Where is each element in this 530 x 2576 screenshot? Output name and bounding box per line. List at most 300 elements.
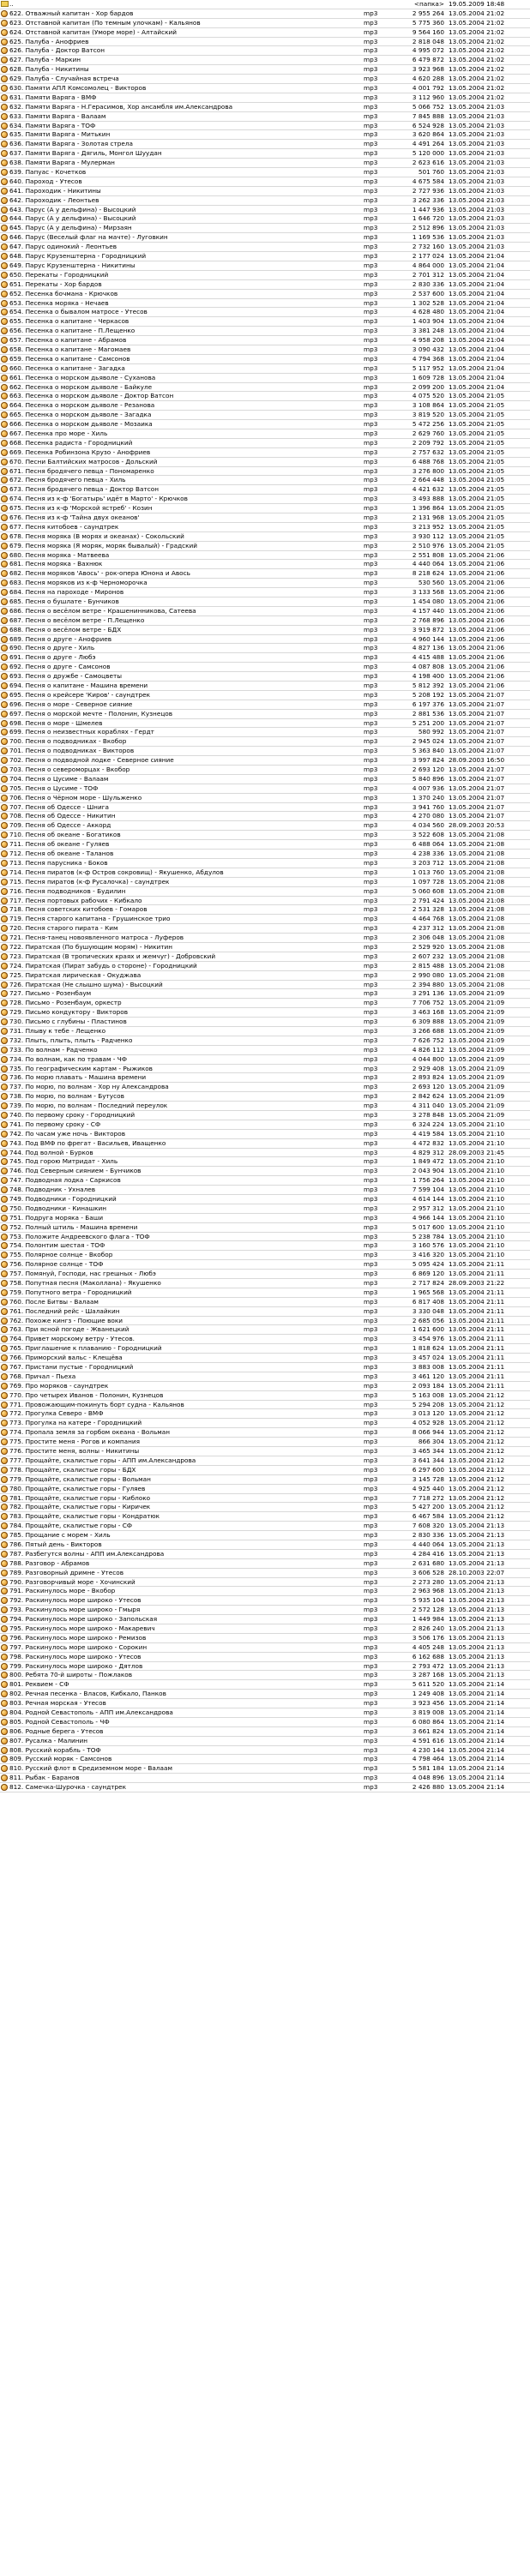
audio-file-icon: [1, 1551, 8, 1558]
file-row[interactable]: [0, 682, 530, 691]
file-row[interactable]: [0, 1270, 530, 1279]
file-row[interactable]: [0, 1699, 530, 1708]
file-name: 658. Песенка о капитане - Магомаев: [9, 345, 131, 353]
file-row[interactable]: [0, 401, 530, 411]
file-name: 779. Прощайте, скалистые горы - Вольман: [9, 1474, 151, 1483]
file-date: 13.05.2004 21:11: [449, 1354, 505, 1362]
file-name: 686. Песня о весёлом ветре - Крашенинникова, Сатеева: [9, 606, 196, 615]
file-name: 751. Подруга моряка - Баши: [9, 1213, 104, 1222]
file-row[interactable]: [0, 1335, 530, 1344]
file-row[interactable]: [0, 1241, 530, 1251]
file-row[interactable]: [0, 439, 530, 448]
file-row[interactable]: [0, 971, 530, 981]
file-size: 2 607 232: [412, 952, 444, 960]
file-row[interactable]: [0, 1718, 530, 1727]
file-name: 806. Родные берега - Утесов: [9, 1726, 104, 1735]
file-row[interactable]: [0, 280, 530, 290]
file-row[interactable]: [0, 626, 530, 635]
file-extension: mp3: [364, 1447, 378, 1456]
file-row[interactable]: [0, 943, 530, 952]
file-row[interactable]: [0, 728, 530, 737]
file-row[interactable]: [0, 1363, 530, 1372]
file-row[interactable]: [0, 1409, 530, 1419]
file-row[interactable]: [0, 700, 530, 710]
audio-file-icon: [1, 1774, 8, 1781]
file-row[interactable]: [0, 75, 530, 84]
file-row[interactable]: [0, 56, 530, 65]
file-size: 7 845 888: [412, 111, 444, 120]
file-row[interactable]: [0, 1288, 530, 1298]
file-extension: mp3: [364, 1363, 378, 1372]
file-row[interactable]: [0, 383, 530, 393]
file-row[interactable]: [0, 1401, 530, 1410]
file-name: 645. Парус (А у дельфина) - Мирзаян: [9, 224, 132, 232]
file-row[interactable]: [0, 897, 530, 906]
file-row[interactable]: [0, 299, 530, 309]
file-row[interactable]: [0, 1382, 530, 1391]
file-extension: mp3: [364, 550, 378, 559]
audio-file-icon: [1, 711, 8, 718]
file-row[interactable]: [0, 467, 530, 477]
file-row[interactable]: [0, 168, 530, 177]
file-row[interactable]: [0, 252, 530, 261]
file-row[interactable]: [0, 38, 530, 47]
file-row[interactable]: [0, 924, 530, 934]
file-date: 28.09.2003 20:53: [449, 821, 505, 830]
file-row[interactable]: [0, 812, 530, 821]
file-date: 13.05.2004 21:10: [449, 1195, 505, 1203]
file-row[interactable]: [0, 1130, 530, 1139]
file-row[interactable]: [0, 663, 530, 672]
file-row[interactable]: [0, 1344, 530, 1354]
file-date: 13.05.2004 21:04: [449, 363, 505, 372]
file-row[interactable]: [0, 747, 530, 756]
file-row[interactable]: [0, 261, 530, 271]
file-row[interactable]: [0, 1027, 530, 1036]
file-row[interactable]: [0, 1298, 530, 1307]
file-row[interactable]: [0, 1690, 530, 1699]
file-row[interactable]: [0, 495, 530, 504]
file-row[interactable]: [0, 981, 530, 990]
file-row[interactable]: [0, 1783, 530, 1792]
file-name: 631. Памяти Варяга - ВМФ: [9, 93, 97, 101]
parent-folder-row[interactable]: [0, 0, 530, 9]
audio-file-icon: [1, 123, 8, 129]
file-row[interactable]: [0, 1606, 530, 1615]
audio-file-icon: [1, 860, 8, 867]
file-row[interactable]: [0, 1559, 530, 1569]
file-row[interactable]: [0, 458, 530, 467]
file-row[interactable]: [0, 840, 530, 850]
file-date: 13.05.2004 21:13: [449, 1540, 505, 1548]
audio-file-icon: [1, 225, 8, 231]
file-size: 3 461 120: [412, 1372, 444, 1380]
file-row[interactable]: [0, 290, 530, 299]
file-size: 5 095 424: [412, 1260, 444, 1269]
file-row[interactable]: [0, 737, 530, 747]
file-date: 13.05.2004 21:14: [449, 1699, 505, 1708]
file-row[interactable]: [0, 597, 530, 607]
file-extension: mp3: [364, 1138, 378, 1147]
file-row[interactable]: [0, 1279, 530, 1288]
file-row[interactable]: [0, 149, 530, 159]
file-row[interactable]: [0, 1260, 530, 1270]
file-date: 13.05.2004 21:07: [449, 747, 505, 755]
file-row[interactable]: [0, 196, 530, 206]
file-row[interactable]: [0, 831, 530, 840]
file-row[interactable]: [0, 1018, 530, 1027]
file-size: 3 203 712: [412, 858, 444, 867]
file-row[interactable]: [0, 65, 530, 75]
file-row[interactable]: [0, 345, 530, 355]
file-row[interactable]: [0, 364, 530, 374]
file-row[interactable]: [0, 616, 530, 626]
file-row[interactable]: [0, 607, 530, 616]
file-extension: mp3: [364, 1633, 378, 1642]
file-size: 2 957 312: [412, 1204, 444, 1212]
file-row[interactable]: [0, 140, 530, 149]
file-extension: mp3: [364, 84, 378, 93]
file-row[interactable]: [0, 1055, 530, 1065]
file-row[interactable]: [0, 1065, 530, 1074]
file-row[interactable]: [0, 1149, 530, 1158]
file-row[interactable]: [0, 1522, 530, 1531]
file-row[interactable]: [0, 653, 530, 663]
file-row[interactable]: [0, 224, 530, 233]
file-name: 679. Песня моряка (Я моряк, моряк бывалый) - Градский: [9, 541, 198, 549]
file-row[interactable]: [0, 1485, 530, 1494]
file-row[interactable]: [0, 1073, 530, 1083]
file-row[interactable]: [0, 560, 530, 569]
file-size: 5 581 184: [412, 1764, 444, 1773]
file-row[interactable]: [0, 46, 530, 56]
file-row[interactable]: [0, 1456, 530, 1466]
file-name: 791. Раскинулось море - Вкобор: [9, 1587, 116, 1595]
file-size: 1 454 080: [412, 597, 444, 605]
file-row[interactable]: [0, 1447, 530, 1456]
file-row[interactable]: [0, 962, 530, 971]
file-row[interactable]: [0, 513, 530, 523]
file-name: 640. Пароход - Утесов: [9, 177, 82, 185]
file-name: 688. Песня о весёлом ветре - БДХ: [9, 625, 122, 633]
file-row[interactable]: [0, 1354, 530, 1363]
file-row[interactable]: [0, 756, 530, 766]
file-name: 675. Песня из к-ф 'Морской ястреб' - Козин: [9, 504, 153, 513]
file-row[interactable]: [0, 766, 530, 775]
file-row[interactable]: [0, 28, 530, 38]
file-row[interactable]: [0, 327, 530, 336]
file-date: 13.05.2004 21:04: [449, 308, 505, 316]
file-row[interactable]: [0, 1746, 530, 1756]
file-row[interactable]: [0, 1372, 530, 1382]
file-row[interactable]: [0, 84, 530, 93]
file-name: 642. Пароходик - Леонтьев: [9, 195, 99, 204]
file-size: 5 935 104: [412, 1596, 444, 1605]
file-extension: mp3: [364, 1400, 378, 1408]
file-row[interactable]: [0, 206, 530, 215]
file-row[interactable]: [0, 989, 530, 999]
file-size: 3 416 320: [412, 1251, 444, 1259]
audio-file-icon: [1, 701, 8, 708]
file-row[interactable]: [0, 999, 530, 1008]
file-name: 682. Песня моряков 'Авось' - рок-опера Юнона и Авось: [9, 569, 190, 578]
audio-file-icon: [1, 356, 8, 363]
audio-file-icon: [1, 990, 8, 997]
file-row[interactable]: [0, 1102, 530, 1111]
file-date: 13.05.2004 21:08: [449, 858, 505, 867]
file-row[interactable]: [0, 1643, 530, 1653]
file-row[interactable]: [0, 1186, 530, 1195]
audio-file-icon: [1, 1541, 8, 1548]
file-row[interactable]: [0, 214, 530, 224]
file-row[interactable]: [0, 803, 530, 813]
file-row[interactable]: [0, 1120, 530, 1130]
file-name: 744. Под волной - Бурков: [9, 1148, 93, 1156]
file-row[interactable]: [0, 588, 530, 597]
file-row[interactable]: [0, 1223, 530, 1233]
audio-file-icon: [1, 131, 8, 138]
file-date: 13.05.2004 21:03: [449, 186, 505, 195]
file-date: 13.05.2004 21:11: [449, 1363, 505, 1372]
file-date: 13.05.2004 21:05: [449, 401, 505, 410]
file-name: 805. Родной Севастополь - ЧФ: [9, 1717, 110, 1726]
file-name: 706. Песня о Чёрном море - Шульженко: [9, 793, 142, 802]
file-row[interactable]: [0, 1195, 530, 1204]
file-extension: mp3: [364, 1745, 378, 1754]
file-row[interactable]: [0, 1727, 530, 1737]
file-row[interactable]: [0, 1550, 530, 1559]
file-row[interactable]: [0, 1662, 530, 1672]
file-row[interactable]: [0, 1466, 530, 1475]
file-row[interactable]: [0, 448, 530, 458]
file-row[interactable]: [0, 504, 530, 513]
file-row[interactable]: [0, 794, 530, 803]
file-name: 756. Полярное солнце - ТОФ: [9, 1260, 104, 1269]
file-row[interactable]: [0, 187, 530, 196]
file-row[interactable]: [0, 271, 530, 280]
file-row[interactable]: [0, 1046, 530, 1055]
file-row[interactable]: [0, 19, 530, 28]
file-row[interactable]: [0, 420, 530, 429]
file-row[interactable]: [0, 710, 530, 719]
file-date: 13.05.2004 21:10: [449, 1129, 505, 1138]
file-row[interactable]: [0, 1233, 530, 1242]
file-extension: mp3: [364, 1549, 378, 1558]
file-row[interactable]: [0, 1083, 530, 1092]
file-row[interactable]: [0, 1325, 530, 1335]
file-extension: mp3: [364, 373, 378, 381]
file-row[interactable]: [0, 1764, 530, 1774]
file-row[interactable]: [0, 952, 530, 962]
file-row[interactable]: [0, 1708, 530, 1718]
file-row[interactable]: [0, 821, 530, 831]
file-row[interactable]: [0, 103, 530, 112]
file-row[interactable]: [0, 1634, 530, 1643]
file-row[interactable]: [0, 122, 530, 131]
file-row[interactable]: [0, 1475, 530, 1485]
file-row[interactable]: [0, 532, 530, 542]
file-row[interactable]: [0, 1204, 530, 1214]
file-row[interactable]: [0, 1587, 530, 1596]
file-extension: mp3: [364, 149, 378, 158]
file-size: 1 169 536: [412, 233, 444, 242]
file-row[interactable]: [0, 934, 530, 943]
file-extension: mp3: [364, 243, 378, 251]
file-row[interactable]: [0, 551, 530, 561]
file-row[interactable]: [0, 1671, 530, 1680]
file-row[interactable]: [0, 1428, 530, 1438]
file-row[interactable]: [0, 112, 530, 122]
file-date: 13.05.2004 21:12: [449, 1493, 505, 1502]
file-row[interactable]: [0, 542, 530, 551]
file-row[interactable]: [0, 1578, 530, 1588]
file-row[interactable]: [0, 579, 530, 588]
file-row[interactable]: [0, 1596, 530, 1606]
file-size: 2 701 312: [412, 270, 444, 279]
file-date: 13.05.2004 21:08: [449, 942, 505, 951]
audio-file-icon: [1, 738, 8, 745]
file-row[interactable]: [0, 1111, 530, 1120]
file-size: 3 919 872: [412, 625, 444, 633]
file-row[interactable]: [0, 1512, 530, 1522]
file-row[interactable]: [0, 523, 530, 532]
file-row[interactable]: [0, 1317, 530, 1326]
file-name: 635. Памяти Варяга - Митькин: [9, 130, 111, 139]
file-date: 13.05.2004 21:11: [449, 1372, 505, 1380]
file-row[interactable]: [0, 859, 530, 868]
file-row[interactable]: [0, 1680, 530, 1690]
file-row[interactable]: [0, 775, 530, 784]
file-row[interactable]: [0, 850, 530, 859]
file-name: 741. По первому сроку - СФ: [9, 1120, 101, 1128]
file-row[interactable]: [0, 159, 530, 168]
file-row[interactable]: [0, 308, 530, 317]
file-row[interactable]: [0, 336, 530, 345]
file-row[interactable]: [0, 1615, 530, 1624]
file-row[interactable]: [0, 130, 530, 140]
file-row[interactable]: [0, 1438, 530, 1447]
file-row[interactable]: [0, 233, 530, 243]
file-extension: mp3: [364, 821, 378, 830]
file-extension: mp3: [364, 1167, 378, 1175]
file-row[interactable]: [0, 644, 530, 653]
file-row[interactable]: [0, 1008, 530, 1018]
file-row[interactable]: [0, 1494, 530, 1504]
file-row[interactable]: [0, 1531, 530, 1540]
file-row[interactable]: [0, 1092, 530, 1102]
file-row[interactable]: [0, 691, 530, 700]
file-size: 2 629 760: [412, 429, 444, 437]
file-row[interactable]: [0, 374, 530, 383]
file-row[interactable]: [0, 1419, 530, 1428]
file-date: 13.05.2004 21:04: [449, 336, 505, 345]
audio-file-icon: [1, 1140, 8, 1147]
file-row[interactable]: [0, 476, 530, 485]
file-extension: mp3: [364, 1390, 378, 1399]
file-extension: mp3: [364, 513, 378, 521]
file-row[interactable]: [0, 317, 530, 327]
file-row[interactable]: [0, 1653, 530, 1662]
file-row[interactable]: [0, 1157, 530, 1167]
file-extension: mp3: [364, 1484, 378, 1492]
file-row[interactable]: [0, 1307, 530, 1317]
file-name: 641. Пароходик - Никитины: [9, 186, 101, 195]
file-row[interactable]: [0, 569, 530, 579]
file-extension: mp3: [364, 317, 378, 326]
file-size: 1 849 472: [412, 1157, 444, 1166]
file-row[interactable]: [0, 1503, 530, 1512]
file-row[interactable]: [0, 635, 530, 645]
file-row[interactable]: [0, 672, 530, 682]
file-row[interactable]: [0, 355, 530, 364]
file-size: 6 080 864: [412, 1717, 444, 1726]
file-extension: mp3: [364, 1652, 378, 1660]
file-extension: mp3: [364, 942, 378, 951]
file-extension: mp3: [364, 1251, 378, 1259]
audio-file-icon: [1, 944, 8, 951]
file-row[interactable]: [0, 887, 530, 897]
file-size: 2 727 936: [412, 186, 444, 195]
file-row[interactable]: [0, 9, 530, 19]
file-extension: mp3: [364, 653, 378, 662]
file-row[interactable]: [0, 1176, 530, 1186]
file-row[interactable]: [0, 1167, 530, 1176]
audio-file-icon: [1, 1402, 8, 1408]
file-row[interactable]: [0, 1774, 530, 1783]
file-row[interactable]: [0, 93, 530, 103]
file-row[interactable]: [0, 915, 530, 924]
file-name: 628. Палуба - Никитины: [9, 65, 89, 74]
file-date: 13.05.2004 21:10: [449, 1213, 505, 1222]
file-row[interactable]: [0, 1214, 530, 1223]
file-row[interactable]: [0, 177, 530, 187]
file-row[interactable]: [0, 411, 530, 420]
file-row[interactable]: [0, 1251, 530, 1260]
file-extension: mp3: [364, 747, 378, 755]
file-row[interactable]: [0, 1540, 530, 1550]
audio-file-icon: [1, 552, 8, 559]
file-name: 657. Песенка о капитане - Абрамов: [9, 336, 127, 345]
file-name: 752. Полный штиль - Машина времени: [9, 1222, 138, 1231]
file-row[interactable]: [0, 1755, 530, 1764]
file-date: 13.05.2004 21:04: [449, 354, 505, 363]
file-row[interactable]: [0, 485, 530, 495]
file-name: 757. Помянуй, Господи, нас грешных - Любэ: [9, 1270, 156, 1278]
file-row[interactable]: [0, 429, 530, 439]
file-row[interactable]: [0, 1624, 530, 1634]
file-date: 13.05.2004 21:14: [449, 1745, 505, 1754]
file-row[interactable]: [0, 243, 530, 252]
file-row[interactable]: [0, 392, 530, 401]
file-name: 662. Песенка о морском дьяволе - Байкуле: [9, 382, 153, 391]
file-row[interactable]: [0, 905, 530, 915]
file-row[interactable]: [0, 1737, 530, 1746]
file-row[interactable]: [0, 1139, 530, 1149]
audio-file-icon: [1, 1242, 8, 1249]
file-row[interactable]: [0, 868, 530, 878]
file-extension: mp3: [364, 644, 378, 652]
file-row[interactable]: [0, 1036, 530, 1046]
file-date: 13.05.2004 21:04: [449, 382, 505, 391]
file-row[interactable]: [0, 878, 530, 887]
file-row[interactable]: [0, 1569, 530, 1578]
file-row[interactable]: [0, 719, 530, 729]
file-row[interactable]: [0, 784, 530, 794]
file-name: 655. Песенка о капитане - Черкасов: [9, 317, 129, 326]
file-row[interactable]: [0, 1391, 530, 1401]
audio-file-icon: [1, 85, 8, 92]
audio-file-icon: [1, 898, 8, 904]
